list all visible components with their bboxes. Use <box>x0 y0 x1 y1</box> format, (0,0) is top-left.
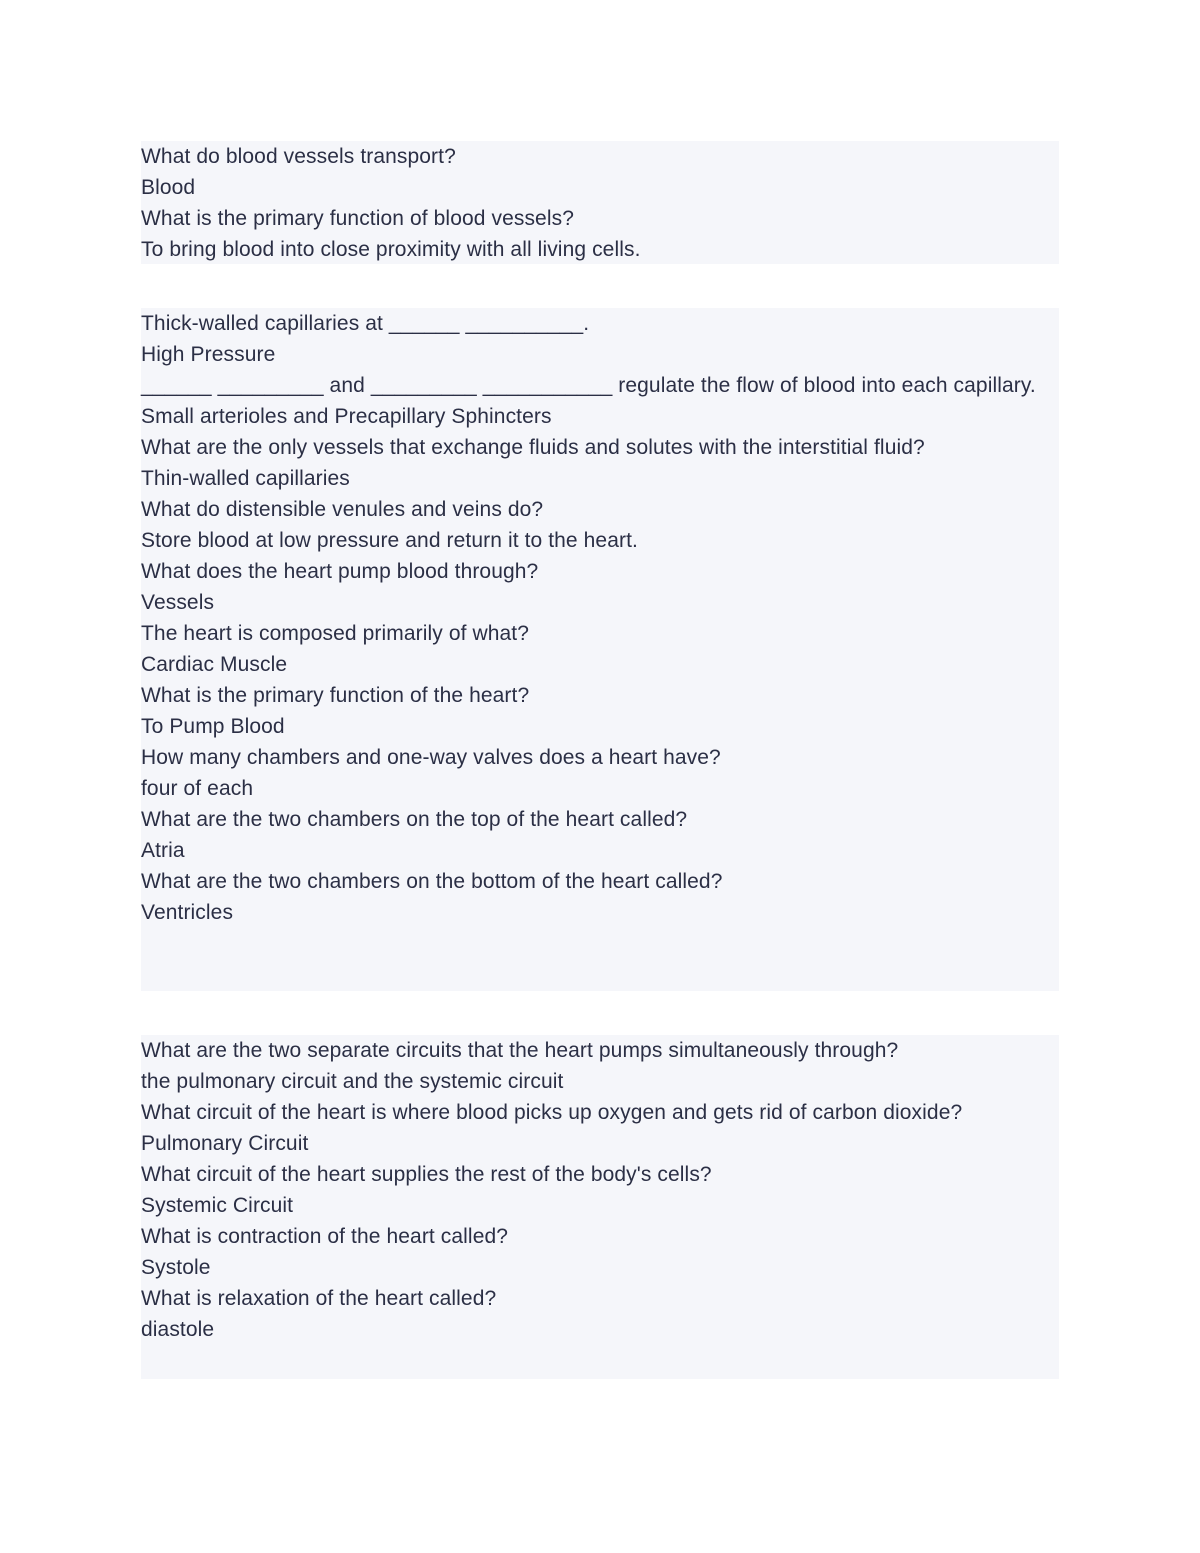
qa-section-1 <box>141 141 1059 264</box>
answer-line: Thin-walled capillaries <box>141 467 350 490</box>
answer-line: High Pressure <box>141 343 276 366</box>
answer-line: Blood <box>141 176 196 199</box>
question-line: What is the primary function of the heart? <box>141 684 530 707</box>
question-line: What are the two chambers on the bottom of the heart called? <box>141 870 723 893</box>
question-line: What is contraction of the heart called? <box>141 1225 509 1248</box>
question-line: What circuit of the heart supplies the rest of the body's cells? <box>141 1163 712 1186</box>
answer-line: Store blood at low pressure and return it to the heart. <box>141 529 638 552</box>
answer-line: Small arterioles and Precapillary Sphincters <box>141 405 552 428</box>
answer-line: diastole <box>141 1318 215 1341</box>
answer-line: the pulmonary circuit and the systemic circuit <box>141 1070 564 1093</box>
answer-line: Vessels <box>141 591 215 614</box>
question-line: What are the two chambers on the top of the heart called? <box>141 808 688 831</box>
answer-line: To bring blood into close proximity with all living cells. <box>141 238 641 261</box>
answer-line: Atria <box>141 839 185 862</box>
question-line: What circuit of the heart is where blood picks up oxygen and gets rid of carbon dioxide? <box>141 1101 963 1124</box>
question-line: What is relaxation of the heart called? <box>141 1287 497 1310</box>
question-line: What do distensible venules and veins do? <box>141 498 544 521</box>
answer-line: Systemic Circuit <box>141 1194 294 1217</box>
answer-line: Pulmonary Circuit <box>141 1132 309 1155</box>
question-line: What do blood vessels transport? <box>141 145 456 168</box>
answer-line: To Pump Blood <box>141 715 285 738</box>
answer-line: Cardiac Muscle <box>141 653 288 676</box>
question-line: The heart is composed primarily of what? <box>141 622 529 645</box>
question-line: How many chambers and one-way valves does a heart have? <box>141 746 721 769</box>
question-line: Thick-walled capillaries at ______ __________. <box>141 312 590 335</box>
qa-section-3 <box>141 1035 1059 1379</box>
question-line: What is the primary function of blood vessels? <box>141 207 574 230</box>
qa-section-2 <box>141 308 1059 991</box>
answer-line: four of each <box>141 777 254 800</box>
answer-line: Ventricles <box>141 901 234 924</box>
question-line: What are the only vessels that exchange fluids and solutes with the interstitial fluid? <box>141 436 925 459</box>
question-line: ______ _________ and _________ ___________ regulate the flow of blood into each capillary. <box>141 374 1036 397</box>
question-line: What are the two separate circuits that the heart pumps simultaneously through? <box>141 1039 899 1062</box>
question-line: What does the heart pump blood through? <box>141 560 539 583</box>
answer-line: Systole <box>141 1256 211 1279</box>
